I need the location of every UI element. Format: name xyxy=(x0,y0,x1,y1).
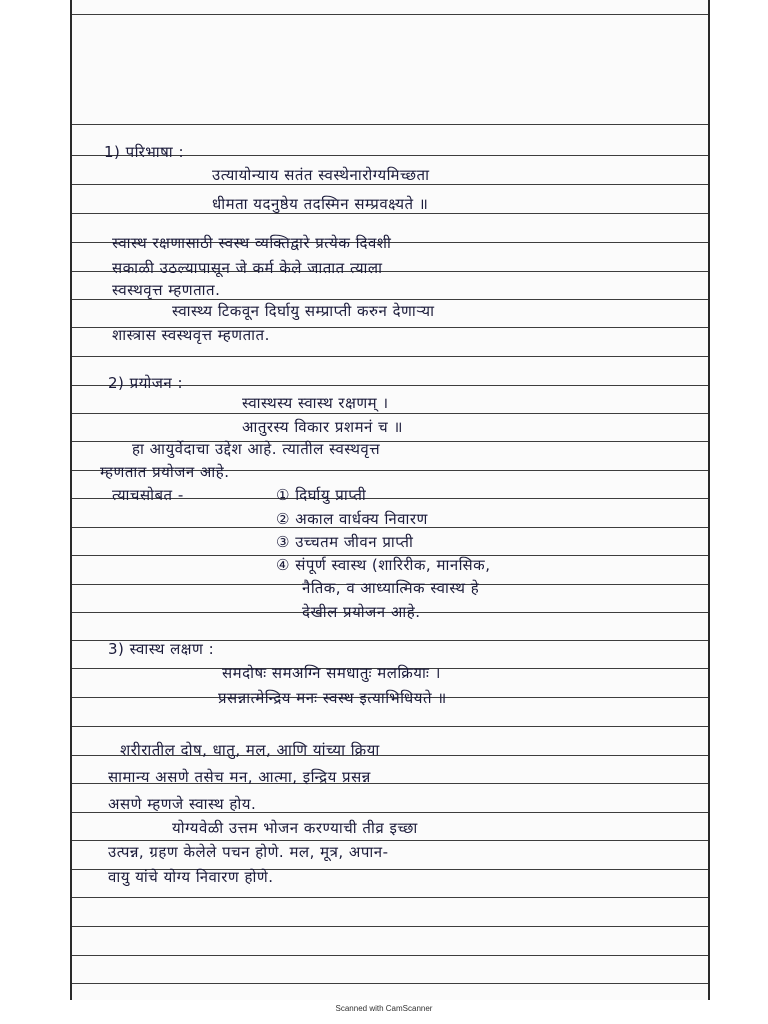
section3-verse-line1: समदोषः समअग्नि समधातुः मलक्रियाः । xyxy=(222,664,441,682)
section3-para1-line2: सामान्य असणे तसेच मन, आत्मा, इन्द्रिय प्रसन्न xyxy=(108,768,371,786)
section2-item-4-cont: नैतिक, व आध्यात्मिक स्वास्थ हे xyxy=(302,579,480,597)
section3-para1-line3: असणे म्हणजे स्वास्थ होय. xyxy=(108,795,257,813)
ruled-line xyxy=(72,184,708,185)
section3-para2-line2: उत्पन्न, ग्रहण केलेले पचन होणे. मल, मूत्र, अपान- xyxy=(108,843,389,861)
section3-para2-line3: वायु यांचे योग्य निवारण होणे. xyxy=(108,868,274,886)
ruled-line xyxy=(72,299,708,300)
ruled-line xyxy=(72,14,708,15)
ruled-line xyxy=(72,840,708,841)
section1-para1-line2: सकाळी उठल्यापासून जे कर्म केले जातात त्याला xyxy=(112,259,383,277)
section1-para1-line1: स्वास्थ रक्षणासाठी स्वस्थ व्यक्तिद्वारे प्रत्येक दिवशी xyxy=(112,234,392,252)
ruled-line xyxy=(72,726,708,727)
ruled-line xyxy=(72,356,708,357)
section2-heading: 2) प्रयोजन : xyxy=(108,374,184,392)
section2-item-3: ③ उच्चतम जीवन प्राप्ती xyxy=(276,533,414,551)
section1-verse-line2: धीमता यदनुष्ठेय तदस्मिन सम्प्रवक्ष्यते ॥ xyxy=(212,195,429,213)
section2-verse-line2: आतुरस्य विकार प्रशमनं च ॥ xyxy=(242,418,403,436)
section1-verse-line1: उत्यायोन्याय सतंत स्वस्थेनारोग्यमिच्छता xyxy=(212,166,430,184)
ruled-line xyxy=(72,213,708,214)
section2-para-line2: म्हणतात प्रयोजन आहे. xyxy=(100,463,230,481)
scanner-watermark: Scanned with CamScanner xyxy=(335,1004,433,1013)
section3-para2-line1: योग्यवेळी उत्तम भोजन करण्याची तीव्र इच्छा xyxy=(172,819,418,837)
section2-item-4: ④ संपूर्ण स्वास्थ (शारिरीक, मानसिक, xyxy=(276,556,491,574)
ruled-line xyxy=(72,413,708,414)
section3-verse-line2: प्रसन्नात्मेन्द्रिय मनः स्वस्थ इत्याभिधियते ॥ xyxy=(218,689,447,707)
section2-item-1: ① दिर्घायु प्राप्ती xyxy=(276,486,367,504)
notebook-page xyxy=(70,0,710,1000)
section2-list-intro: त्याचसोबत - xyxy=(112,486,184,504)
ruled-line xyxy=(72,124,708,125)
section2-verse-line1: स्वास्थस्य स्वास्थ रक्षणम् । xyxy=(242,394,389,412)
ruled-line xyxy=(72,955,708,956)
ruled-line xyxy=(72,897,708,898)
ruled-line xyxy=(72,983,708,984)
ruled-line xyxy=(72,926,708,927)
section1-para2-line1: स्वास्थ्य टिकवून दिर्घायु सम्प्राप्ती करुन देणाऱ्या xyxy=(172,302,435,320)
section1-heading: 1) परिभाषा : xyxy=(104,143,185,161)
section2-closing: देखील प्रयोजन आहे. xyxy=(302,603,421,621)
section3-para1-line1: शरीरातील दोष, धातु, मल, आणि यांच्या क्रिया xyxy=(120,741,380,759)
section1-para1-line3: स्वस्थवृत्त म्हणतात. xyxy=(112,281,221,299)
section2-item-2: ② अकाल वार्धक्य निवारण xyxy=(276,510,428,528)
section2-para-line1: हा आयुर्वेदाचा उद्देश आहे. त्यातील स्वस्थवृत्त xyxy=(132,440,381,458)
section1-para2-line2: शास्त्रास स्वस्थवृत्त म्हणतात. xyxy=(112,326,270,344)
section3-heading: 3) स्वास्थ लक्षण : xyxy=(108,640,215,658)
